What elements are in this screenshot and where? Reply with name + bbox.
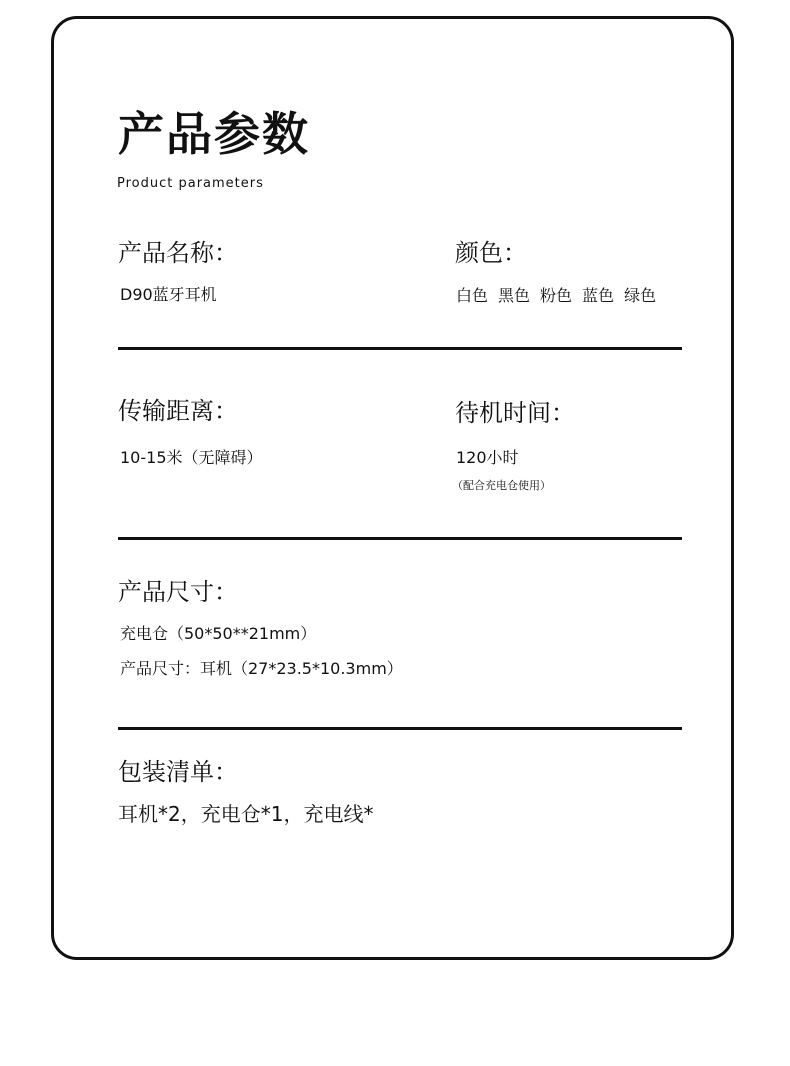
standby-value: 120小时 <box>456 448 519 467</box>
color-label: 颜色： <box>455 239 527 267</box>
package-value: 耳机*2，充电仓*1，充电线* <box>118 802 374 826</box>
color-option: 粉色 <box>540 286 573 305</box>
package-label: 包装清单： <box>118 758 238 786</box>
product-name-label: 产品名称： <box>118 239 238 267</box>
color-option: 黑色 <box>498 286 531 305</box>
page-title: 产品参数 <box>118 107 310 161</box>
color-options <box>456 284 656 308</box>
range-value: 10-15米（无障碍） <box>120 448 263 467</box>
divider <box>118 727 682 730</box>
color-option: 蓝色 <box>582 286 615 305</box>
page-subtitle: Product parameters <box>117 176 264 191</box>
standby-label: 待机时间： <box>455 399 575 427</box>
range-label: 传输距离： <box>118 397 238 425</box>
size-label: 产品尺寸： <box>118 578 238 606</box>
divider <box>118 347 682 350</box>
product-name-value: D90蓝牙耳机 <box>120 285 217 304</box>
standby-note: （配合充电仓使用） <box>452 479 551 492</box>
divider <box>118 537 682 540</box>
size-line-case: 充电仓（50*50**21mm） <box>120 624 317 643</box>
color-option: 白色 <box>456 286 489 305</box>
color-option: 绿色 <box>624 286 657 305</box>
size-line-earbud: 产品尺寸：耳机（27*23.5*10.3mm） <box>120 659 403 678</box>
